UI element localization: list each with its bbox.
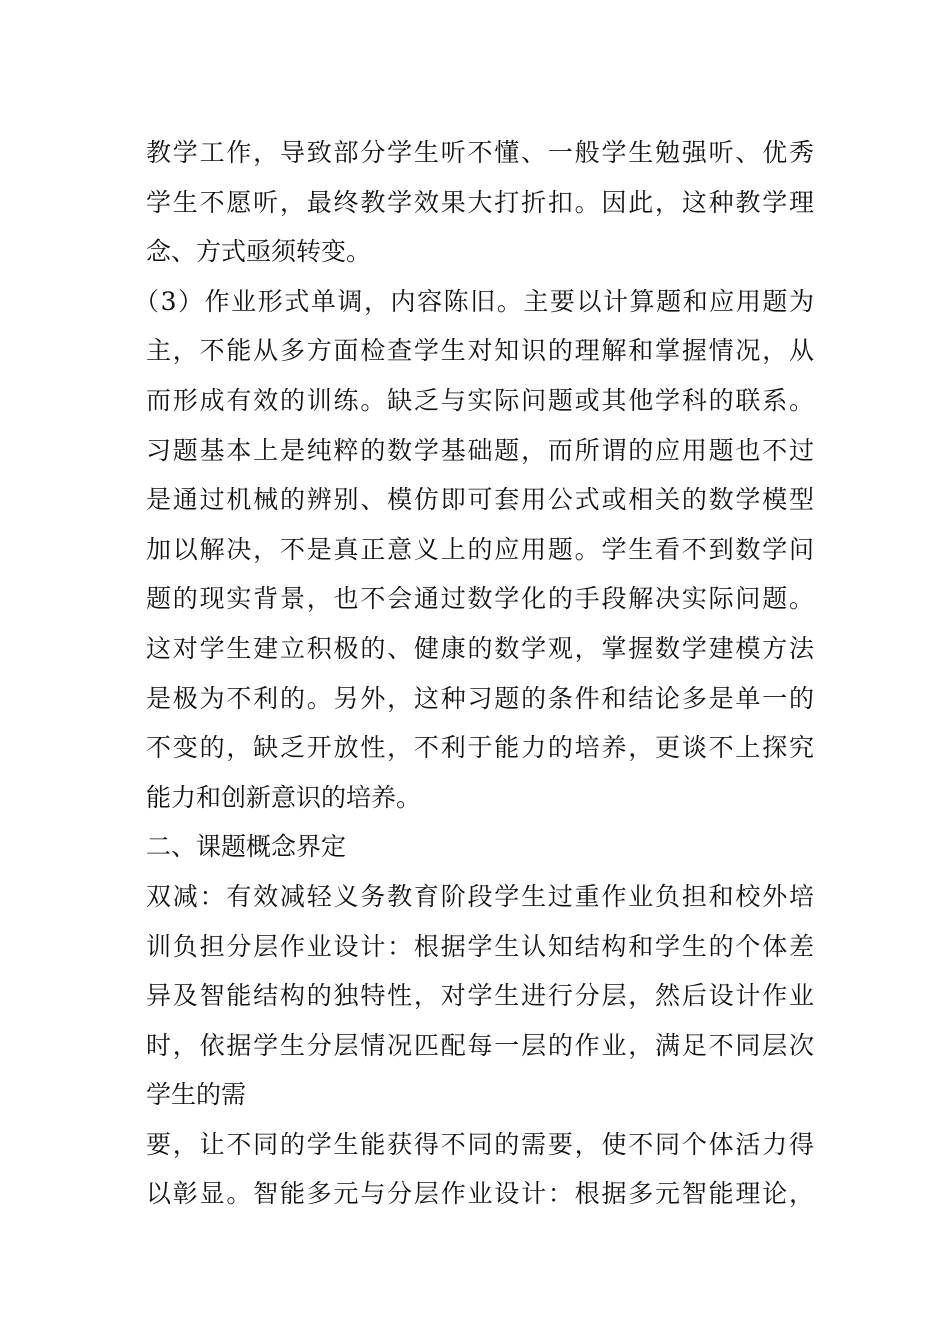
text-line: 题的现实背景，也不会通过数学化的手段解决实际问题。 xyxy=(146,584,814,614)
section-heading: 二、课题概念界定 xyxy=(146,832,347,862)
text-line: 习题基本上是纯粹的数学基础题，而所谓的应用题也不过 xyxy=(146,435,814,465)
text-line: 是通过机械的辨别、模仿即可套用公式或相关的数学模型 xyxy=(146,485,814,515)
text-line: 教学工作，导致部分学生听不懂、一般学生勉强听、优秀 xyxy=(146,138,814,167)
text-line: 训负担分层作业设计：根据学生认知结构和学生的个体差 xyxy=(146,931,814,961)
text-line: 学生不愿听，最终教学效果大打折扣。因此，这种教学理 xyxy=(146,187,814,217)
text-line: 以彰显。智能多元与分层作业设计：根据多元智能理论， xyxy=(146,1179,814,1209)
text-line: 学生的需 xyxy=(146,1080,247,1110)
text-line: 异及智能结构的独特性，对学生进行分层，然后设计作业 xyxy=(146,981,814,1011)
text-line: 加以解决，不是真正意义上的应用题。学生看不到数学问 xyxy=(146,534,814,564)
text-line: 是极为不利的。另外，这种习题的条件和结论多是单一的 xyxy=(146,683,814,713)
body-text xyxy=(134,128,814,1219)
text-line: 这对学生建立积极的、健康的数学观，掌握数学建模方法 xyxy=(146,633,814,663)
text-line: 念、方式亟须转变。 xyxy=(146,237,372,267)
text-line: 主，不能从多方面检查学生对知识的理解和掌握情况，从 xyxy=(146,336,814,366)
text-line: 要，让不同的学生能获得不同的需要，使不同个体活力得 xyxy=(146,1129,814,1159)
text-line: 能力和创新意识的培养。 xyxy=(146,782,422,812)
text-line: 双减：有效减轻义务教育阶段学生过重作业负担和校外培 xyxy=(146,881,814,911)
text-line: 时，依据学生分层情况匹配每一层的作业，满足不同层次 xyxy=(146,1030,814,1060)
text-line: 而形成有效的训练。缺乏与实际问题或其他学科的联系。 xyxy=(146,385,814,415)
text-line: 不变的，缺乏开放性，不利于能力的培养，更谈不上探究 xyxy=(146,733,814,763)
list-item-heading: （3）作业形式单调，内容陈旧。主要以计算题和应用题为 xyxy=(134,286,814,316)
